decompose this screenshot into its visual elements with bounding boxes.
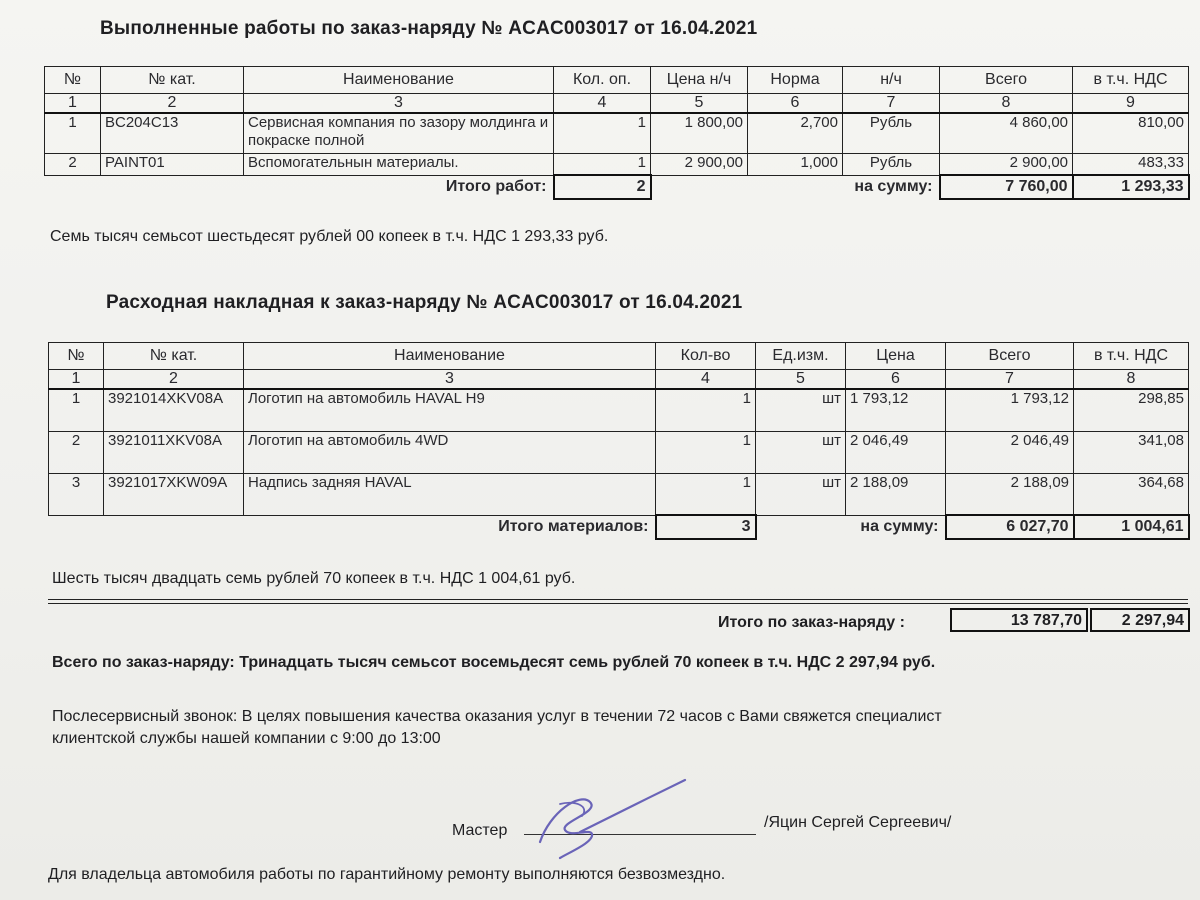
works-header-cell: Кол. оп.: [554, 67, 651, 94]
works-header-cell: Всего: [940, 67, 1073, 94]
after-service-line-2: клиентской службы нашей компании с 9:00 до 13:00: [52, 730, 441, 747]
works-index-cell: 1: [45, 94, 101, 114]
row-number: 1: [49, 389, 104, 431]
item-name: Сервисная компания по зазору молдинга и покраске полной: [244, 113, 554, 153]
works-header-cell: Цена н/ч: [651, 67, 748, 94]
materials-header-cell: в т.ч. НДС: [1074, 343, 1189, 370]
materials-index-cell: 2: [104, 370, 244, 390]
works-total-label: Итого работ:: [445, 178, 547, 196]
grand-total-value: 13 787,70: [950, 608, 1088, 632]
materials-total-row: [49, 515, 1189, 539]
materials-index-cell: 3: [244, 370, 656, 390]
unit: Рубль: [843, 113, 940, 153]
works-index-cell: 5: [651, 94, 748, 114]
materials-header-cell: Цена: [846, 343, 946, 370]
materials-total-label: Итого материалов:: [498, 518, 649, 536]
works-index-cell: 7: [843, 94, 940, 114]
materials-sum-total: 6 027,70: [946, 515, 1074, 539]
operation-count: 1: [554, 113, 651, 153]
works-header-cell: н/ч: [843, 67, 940, 94]
quantity: 1: [656, 431, 756, 473]
hour-price: 1 800,00: [651, 113, 748, 153]
row-number: 2: [49, 431, 104, 473]
materials-sum-vat: 1 004,61: [1074, 515, 1189, 539]
works-header-cell: Наименование: [244, 67, 554, 94]
works-sum-total: 7 760,00: [940, 175, 1073, 199]
unit-price: 2 188,09: [846, 473, 946, 515]
works-index-cell: 9: [1073, 94, 1189, 114]
after-service-line-1: Послесервисный звонок: В целях повышения качества оказания услуг в течении 72 часов с Вами свяжется специалист: [52, 708, 942, 725]
item-name: Вспомогательнын материалы.: [244, 153, 554, 175]
table-row: [49, 473, 1189, 515]
row-total: 1 793,12: [946, 389, 1074, 431]
catalog-number: 3921017XKW09A: [104, 473, 244, 515]
materials-title: Расходная накладная к заказ-наряду № ACAC003017 от 16.04.2021: [106, 292, 743, 313]
quantity: 1: [656, 389, 756, 431]
grand-total-vat: 2 297,94: [1090, 608, 1190, 632]
works-total-count: 2: [554, 175, 651, 199]
row-number: 2: [45, 153, 101, 175]
unit-price: 1 793,12: [846, 389, 946, 431]
quantity: 1: [656, 473, 756, 515]
materials-header-row: [49, 343, 1189, 370]
unit-price: 2 046,49: [846, 431, 946, 473]
table-row: [45, 113, 1189, 153]
works-sum-label: на сумму:: [854, 178, 933, 196]
materials-index-cell: 1: [49, 370, 104, 390]
works-header-row: [45, 67, 1189, 94]
materials-header-cell: №: [49, 343, 104, 370]
unit: шт: [756, 431, 846, 473]
warranty-note: Для владельца автомобиля работы по гарантийному ремонту выполняются безвозмездно.: [48, 866, 726, 883]
catalog-number: 3921011XKV08A: [104, 431, 244, 473]
row-total: 2 900,00: [940, 153, 1073, 175]
catalog-number: BC204C13: [101, 113, 244, 153]
row-vat: 341,08: [1074, 431, 1189, 473]
works-header-cell: Норма: [748, 67, 843, 94]
item-name: Надпись задняя HAVAL: [244, 473, 656, 515]
works-index-cell: 6: [748, 94, 843, 114]
row-total: 2 046,49: [946, 431, 1074, 473]
operation-count: 1: [554, 153, 651, 175]
row-number: 1: [45, 113, 101, 153]
works-total-in-words: Семь тысяч семьсот шестьдесят рублей 00 копеек в т.ч. НДС 1 293,33 руб.: [50, 228, 609, 245]
works-index-cell: 4: [554, 94, 651, 114]
materials-index-cell: 5: [756, 370, 846, 390]
works-total-row: [45, 175, 1189, 199]
works-table: [44, 66, 1190, 200]
norm: 2,700: [748, 113, 843, 153]
materials-header-cell: № кат.: [104, 343, 244, 370]
works-index-cell: 2: [101, 94, 244, 114]
norm: 1,000: [748, 153, 843, 175]
materials-header-cell: Всего: [946, 343, 1074, 370]
unit: шт: [756, 473, 846, 515]
double-divider: [48, 599, 1188, 604]
works-index-cell: 3: [244, 94, 554, 114]
grand-total-label: Итого по заказ-наряду :: [718, 614, 905, 631]
works-index-row: [45, 94, 1189, 114]
unit: Рубль: [843, 153, 940, 175]
materials-header-cell: Ед.изм.: [756, 343, 846, 370]
grand-total-in-words: Всего по заказ-наряду: Тринадцать тысяч семьсот восемьдесят семь рублей 70 копеек в т.ч. НДС 2 297,94 руб.: [52, 654, 936, 671]
signature-name: /Яцин Сергей Сергеевич/: [764, 814, 952, 831]
materials-index-cell: 7: [946, 370, 1074, 390]
catalog-number: PAINT01: [101, 153, 244, 175]
unit: шт: [756, 389, 846, 431]
materials-total-in-words: Шесть тысяч двадцать семь рублей 70 копеек в т.ч. НДС 1 004,61 руб.: [52, 570, 576, 587]
materials-header-cell: Кол-во: [656, 343, 756, 370]
materials-sum-label: на сумму:: [860, 518, 939, 536]
materials-index-cell: 4: [656, 370, 756, 390]
row-vat: 298,85: [1074, 389, 1189, 431]
materials-header-cell: Наименование: [244, 343, 656, 370]
materials-table: [48, 342, 1190, 540]
materials-index-cell: 8: [1074, 370, 1189, 390]
works-title: Выполненные работы по заказ-наряду № ACAC003017 от 16.04.2021: [100, 18, 758, 39]
row-number: 3: [49, 473, 104, 515]
table-row: [45, 153, 1189, 175]
table-row: [49, 389, 1189, 431]
signature-label: Мастер: [452, 822, 508, 839]
works-index-cell: 8: [940, 94, 1073, 114]
table-row: [49, 431, 1189, 473]
materials-index-row: [49, 370, 1189, 390]
row-total: 4 860,00: [940, 113, 1073, 153]
row-vat: 483,33: [1073, 153, 1189, 175]
item-name: Логотип на автомобиль 4WD: [244, 431, 656, 473]
works-header-cell: №: [45, 67, 101, 94]
materials-index-cell: 6: [846, 370, 946, 390]
row-vat: 810,00: [1073, 113, 1189, 153]
works-header-cell: в т.ч. НДС: [1073, 67, 1189, 94]
works-sum-vat: 1 293,33: [1073, 175, 1189, 199]
hour-price: 2 900,00: [651, 153, 748, 175]
materials-total-count: 3: [656, 515, 756, 539]
row-vat: 364,68: [1074, 473, 1189, 515]
catalog-number: 3921014XKV08A: [104, 389, 244, 431]
handwritten-signature: [520, 772, 700, 862]
item-name: Логотип на автомобиль HAVAL H9: [244, 389, 656, 431]
row-total: 2 188,09: [946, 473, 1074, 515]
works-header-cell: № кат.: [101, 67, 244, 94]
